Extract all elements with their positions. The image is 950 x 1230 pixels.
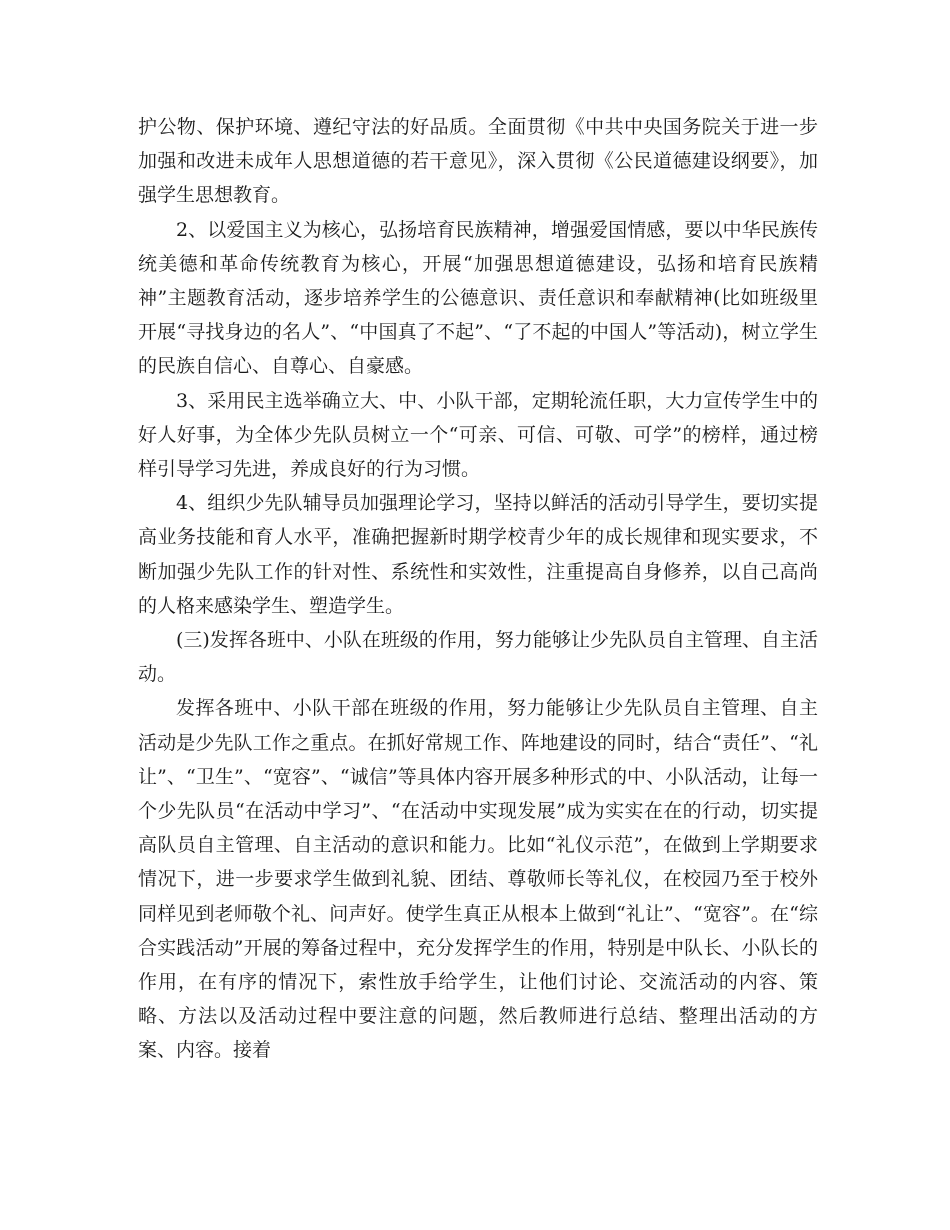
- paragraph-6: 发挥各班中、小队干部在班级的作用，努力能够让少先队员自主管理、自主活动是少先队工作之重点。在抓好常规工作、阵地建设的同时，结合“责任”、“礼让”、“卫生”、“宽容”、“诚信”等具体内容开展多种形式的中、小队活动，让每一个少先队员“在活动中学习”、“在活动中实现发展”成为实实在在的行动，切实提高队员自主管理、自主活动的意识和能力。比如“礼仪示范”，在做到上学期要求情况下，进一步要求学生做到礼貌、团结、尊敬师长等礼仪，在校园乃至于校外同样见到老师敬个礼、问声好。使学生真正从根本上做到“礼让”、“宽容”。在“综合实践活动”开展的筹备过程中，充分发挥学生的作用，特别是中队长、小队长的作用，在有序的情况下，索性放手给学生，让他们讨论、交流活动的内容、策略、方法以及活动过程中要注意的问题，然后教师进行总结、整理出活动的方案、内容。接着: [138, 697, 818, 1062]
- paragraph-3: 3、采用民主选举确立大、中、小队干部，定期轮流任职，大力宣传学生中的好人好事，为全体少先队员树立一个“可亲、可信、可敬、可学”的榜样，通过榜样引导学习先进，养成良好的行为习惯。: [138, 389, 818, 481]
- document-page: [138, 110, 818, 1068]
- paragraph-1: 护公物、保护环境、遵纪守法的好品质。全面贯彻《中共中央国务院关于进一步加强和改进未成年人思想道德的若干意见》，深入贯彻《公民道德建设纲要》，加强学生思想教育。: [138, 116, 818, 207]
- paragraph-2: 2、以爱国主义为核心，弘扬培育民族精神，增强爱国情感，要以中华民族传统美德和革命传统教育为核心，开展“加强思想道德建设，弘扬和培育民族精神”主题教育活动，逐步培养学生的公德意识、责任意识和奉献精神(比如班级里开展“寻找身边的名人”、“中国真了不起”、“了不起的中国人”等活动)，树立学生的民族自信心、自尊心、自豪感。: [138, 218, 818, 378]
- paragraph-5: (三)发挥各班中、小队在班级的作用，努力能够让少先队员自主管理、自主活动。: [138, 629, 818, 686]
- paragraph-4: 4、组织少先队辅导员加强理论学习，坚持以鲜活的活动引导学生，要切实提高业务技能和育人水平，准确把握新时期学校青少年的成长规律和现实要求，不断加强少先队工作的针对性、系统性和实效性，注重提高自身修养，以自己高尚的人格来感染学生、塑造学生。: [138, 492, 818, 617]
